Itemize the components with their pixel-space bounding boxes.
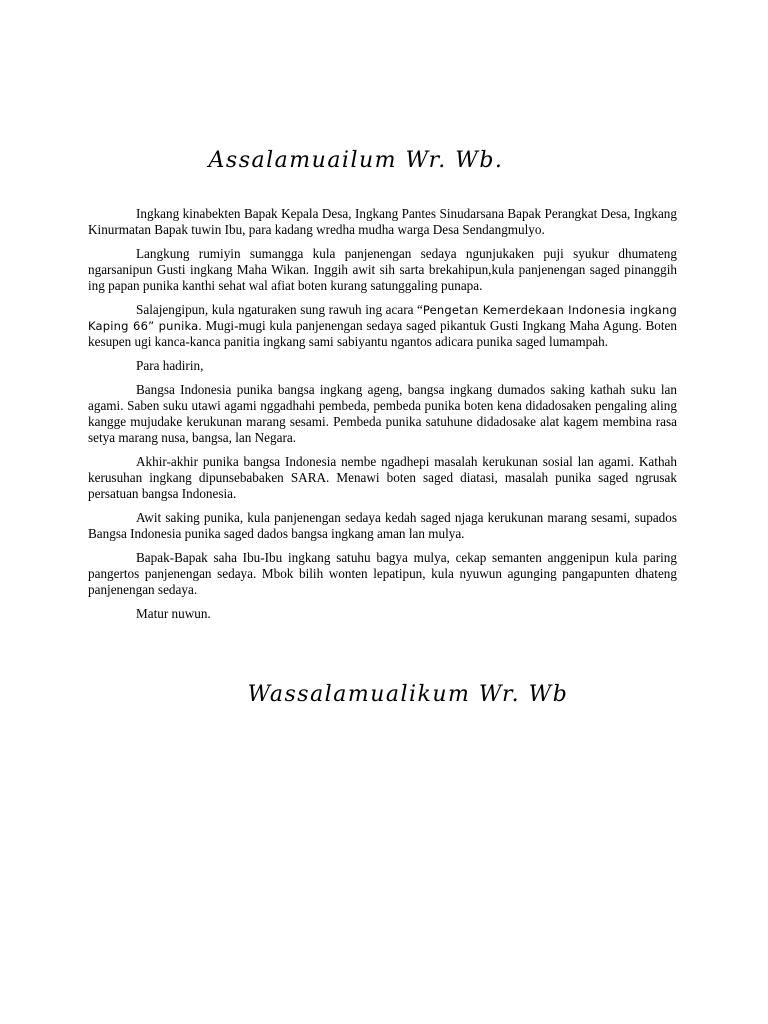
paragraph-problems: Akhir-akhir punika bangsa Indonesia nembe ngadhepi masalah kerukunan sosial lan agami. Kathah kerusuhan ingkang dipunsebabaken SARA. Menawi boten saged diatasi, masalah punika saged ngrusak persatuan bangsa Indonesia. xyxy=(88,454,677,501)
welcome-text-start: Salajengipun, kula ngaturaken sung rawuh ing acara “ xyxy=(136,302,423,317)
paragraph-welcome xyxy=(88,302,677,350)
paragraph-gratitude: Langkung rumiyin sumangga kula panjenengan sedaya ngunjukaken puji syukur dhumateng ngarsanipun Gusti ingkang Maha Wikan. Inggih awit sih sarta brekahipun,kula panjenengan saged pinanggih ing papan punika kanthi sehat wal afiat boten kurang satunggaling punapa. xyxy=(88,246,677,293)
opening-greeting: Assalamuailum Wr. Wb. xyxy=(208,148,504,173)
speech-body xyxy=(88,206,677,630)
paragraph-nation: Bangsa Indonesia punika bangsa ingkang ageng, bangsa ingkang dumados saking kathah suku lan agami. Saben suku utawi agami nggadhahi pembeda, pembeda punika boten kena didadosaken pengaling aling kangge mujudake kerukunan marang sesami. Pembeda punika satuhune didadosake alat kagem membina rasa setya marang nusa, bangsa, lan Negara. xyxy=(88,382,677,445)
paragraph-closing-remarks: Bapak-Bapak saha Ibu-Ibu ingkang satuhu bagya mulya, cekap semanten anggenipun kula paring pangertos panjenengan sedaya. Mbok bilih wonten lepatipun, kula nyuwun agunging pangapunten dhateng panjenengan sedaya. xyxy=(88,550,677,597)
paragraph-thanks: Matur nuwun. xyxy=(136,606,211,621)
paragraph-salutation: Ingkang kinabekten Bapak Kepala Desa, Ingkang Pantes Sinudarsana Bapak Perangkat Desa, Ingkang Kinurmatan Bapak tuwin Ibu, para kadang wredha mudha warga Desa Sendangmulyo. xyxy=(88,206,677,237)
paragraph-address: Para hadirin, xyxy=(136,358,204,373)
welcome-text-end: . Mugi-mugi kula panjenengan sedaya saged pikantuk Gusti Ingkang Maha Agung. Boten kesupen ugi kanca-kanca panitia ingkang sami sabiyantu ngantos adicara punika saged lumampah. xyxy=(88,318,677,349)
paragraph-harmony: Awit saking punika, kula panjenengan sedaya kedah saged njaga kerukunan marang sesami, supados Bangsa Indonesia punika saged dados bangsa ingkang aman lan mulya. xyxy=(88,510,677,541)
closing-greeting: Wassalamualikum Wr. Wb xyxy=(247,682,569,707)
event-name: Pengetan Kemerdekaan Indonesia ingkang Kaping 66” punika xyxy=(88,303,677,333)
